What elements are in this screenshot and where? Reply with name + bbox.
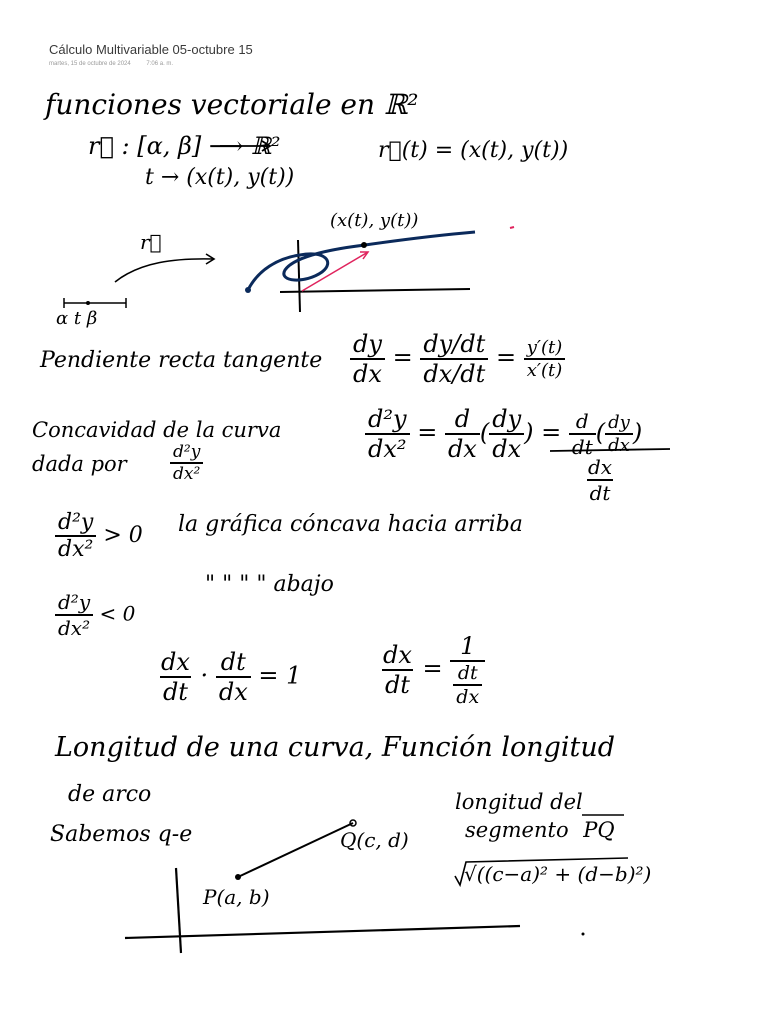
graph-point-label: (x(t), y(t)) bbox=[330, 210, 419, 231]
heading-funciones: funciones vectoriale en ℝ² bbox=[45, 88, 419, 121]
distance-formula: √((c−a)² + (d−b)²) bbox=[464, 862, 652, 886]
graph-curve bbox=[248, 232, 475, 290]
d2y-gt0: $\frac{\text{d²y}}{\text{dx²}}$ > 0 bbox=[55, 510, 143, 562]
pendiente-text: Pendiente recta tangente bbox=[40, 348, 323, 373]
longitud-heading: Longitud de una curva, Función longitud bbox=[55, 732, 616, 763]
bottom-x-axis bbox=[125, 926, 520, 938]
concavidad-text-2: dada por bbox=[32, 452, 127, 476]
longitud-subheading: de arco bbox=[68, 782, 152, 807]
inverse-derivative: $\frac{dx}{dt}$ = $\frac{1}{\frac{dt}{dx}}$ bbox=[380, 632, 485, 708]
page-title: Cálculo Multivariable 05-octubre 15 bbox=[49, 42, 253, 57]
curve-point bbox=[361, 242, 367, 248]
point-p bbox=[235, 874, 241, 880]
d2y-lt0: $\frac{\text{d²y}}{\text{dx²}}$ < 0 bbox=[55, 590, 135, 640]
concave-up-text: la gráfica cóncava hacia arriba bbox=[178, 512, 523, 537]
interval-t-point bbox=[86, 301, 90, 305]
map-arrow bbox=[115, 259, 214, 282]
graph-x-axis bbox=[280, 289, 470, 292]
bottom-y-axis bbox=[176, 868, 181, 953]
curve-start-point bbox=[245, 287, 251, 293]
interval-labels: α t β bbox=[56, 308, 98, 329]
t-maps-to: t → (x(t), y(t)) bbox=[145, 165, 295, 190]
concave-down-text: " " " " abajo bbox=[205, 572, 334, 597]
interval-segment bbox=[64, 298, 126, 308]
red-mark bbox=[510, 227, 514, 228]
concavidad-fraction: $\frac{\text{d²y}}{\text{dx²}}$ bbox=[170, 442, 203, 484]
page-date: martes, 15 de octubre de 2024 bbox=[49, 61, 131, 67]
derivative-slope-formula: $\frac{dy}{dx}$ = $\frac{dy/dt}{dx/dt}$ = $\frac{y'(t)}{x'(t)}$ bbox=[350, 330, 565, 388]
point-q-label: Q(c, d) bbox=[340, 828, 409, 852]
vector-function-def: r⃗(t) = (x(t), y(t)) bbox=[378, 138, 569, 163]
long-fraction-denominator: $\frac{dx}{dt}$ bbox=[588, 455, 613, 505]
sabemos-text: Sabemos q-e bbox=[50, 822, 193, 847]
segment-pq bbox=[238, 823, 353, 877]
map-definition: r⃗ : [α, β] ⟶ ℝ² bbox=[88, 132, 281, 160]
position-vector bbox=[302, 252, 368, 291]
segmento-line-1: longitud del bbox=[455, 790, 583, 814]
second-derivative-formula: $\frac{\text{d²y}}{\text{dx²}}$ = $\frac{d}{dx}$ ( $\frac{dy}{dx}$ ) = $\frac{d}{dt}$ ( $\frac{dy}{dx}$ ) bbox=[365, 405, 642, 463]
page-time: 7:06 a. m. bbox=[146, 61, 174, 67]
chain-identity: $\frac{dx}{dt}$ · $\frac{dt}{dx}$ = 1 bbox=[161, 648, 302, 706]
segmento-line-2: segmento PQ bbox=[465, 818, 615, 842]
graph-y-axis bbox=[298, 240, 300, 312]
graph-r-label: r⃗ bbox=[140, 230, 162, 254]
point-p-label: P(a, b) bbox=[203, 885, 270, 909]
segment-pq-label: PQ bbox=[583, 818, 615, 842]
concavidad-text-1: Concavidad de la curva bbox=[32, 418, 282, 442]
stray-dot bbox=[582, 933, 585, 936]
